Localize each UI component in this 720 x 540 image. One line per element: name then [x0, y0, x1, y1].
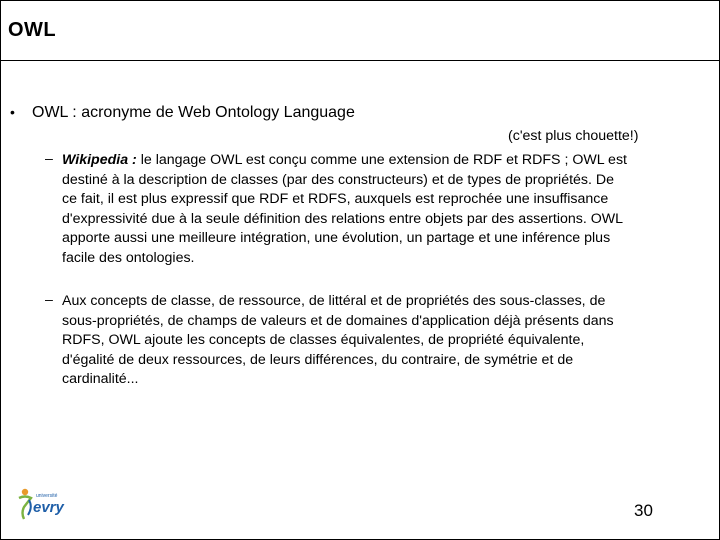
bullet-text: OWL : acronyme de Web Ontology Language: [32, 104, 355, 121]
wikipedia-label: Wikipedia :: [62, 152, 137, 168]
university-logo: [15, 485, 75, 525]
sub-item-line: Wikipedia : le langage OWL est conçu comme une extension de RDF et RDFS ; OWL est: [62, 152, 627, 168]
sub-item-concepts: [62, 292, 707, 390]
sub-item-line: Aux concepts de classe, de ressource, de littéral et de propriétés des sous-classes, de: [62, 293, 606, 309]
logo-small-text: université: [36, 493, 58, 499]
sub-item-line: RDFS, OWL ajoute les concepts de classes équivalentes, de propriété équivalente,: [62, 332, 585, 348]
sub-item-line: ce fait, il est plus expressif que RDF et RDFS, auxquels est reprochée une insuffisance: [62, 191, 609, 207]
sub-item-wikipedia: [62, 151, 707, 268]
sub-item-line: sous-propriétés, de champs de valeurs et de domaines d'application déjà présents dans: [62, 312, 614, 329]
sub-item-line: destiné à la description de classes (par des constructeurs) et de types de propriétés. De: [62, 171, 615, 188]
aside-note: (c'est plus chouette!): [508, 128, 639, 144]
sub-item-line: apporte aussi une meilleure intégration, une évolution, un partage et une inférence plus: [62, 230, 611, 246]
bullet-marker: •: [10, 104, 15, 120]
sub-item-line: d'expressivité due à la seule définition des relations entre objets par des assertions. OWL: [62, 210, 624, 227]
dash-marker-2: –: [45, 292, 53, 308]
dash-marker-1: –: [45, 151, 53, 167]
sub-item-line: facile des ontologies.: [62, 249, 195, 266]
slide-title: OWL: [8, 19, 57, 41]
sub-item-line: d'égalité de deux ressources, de leurs différences, du contraire, de symétrie et de: [62, 351, 574, 368]
page-number: 30: [634, 501, 653, 520]
logo-text: evry: [33, 499, 64, 516]
title-bar: [1, 1, 719, 61]
sub-item-line: cardinalité...: [62, 371, 139, 387]
